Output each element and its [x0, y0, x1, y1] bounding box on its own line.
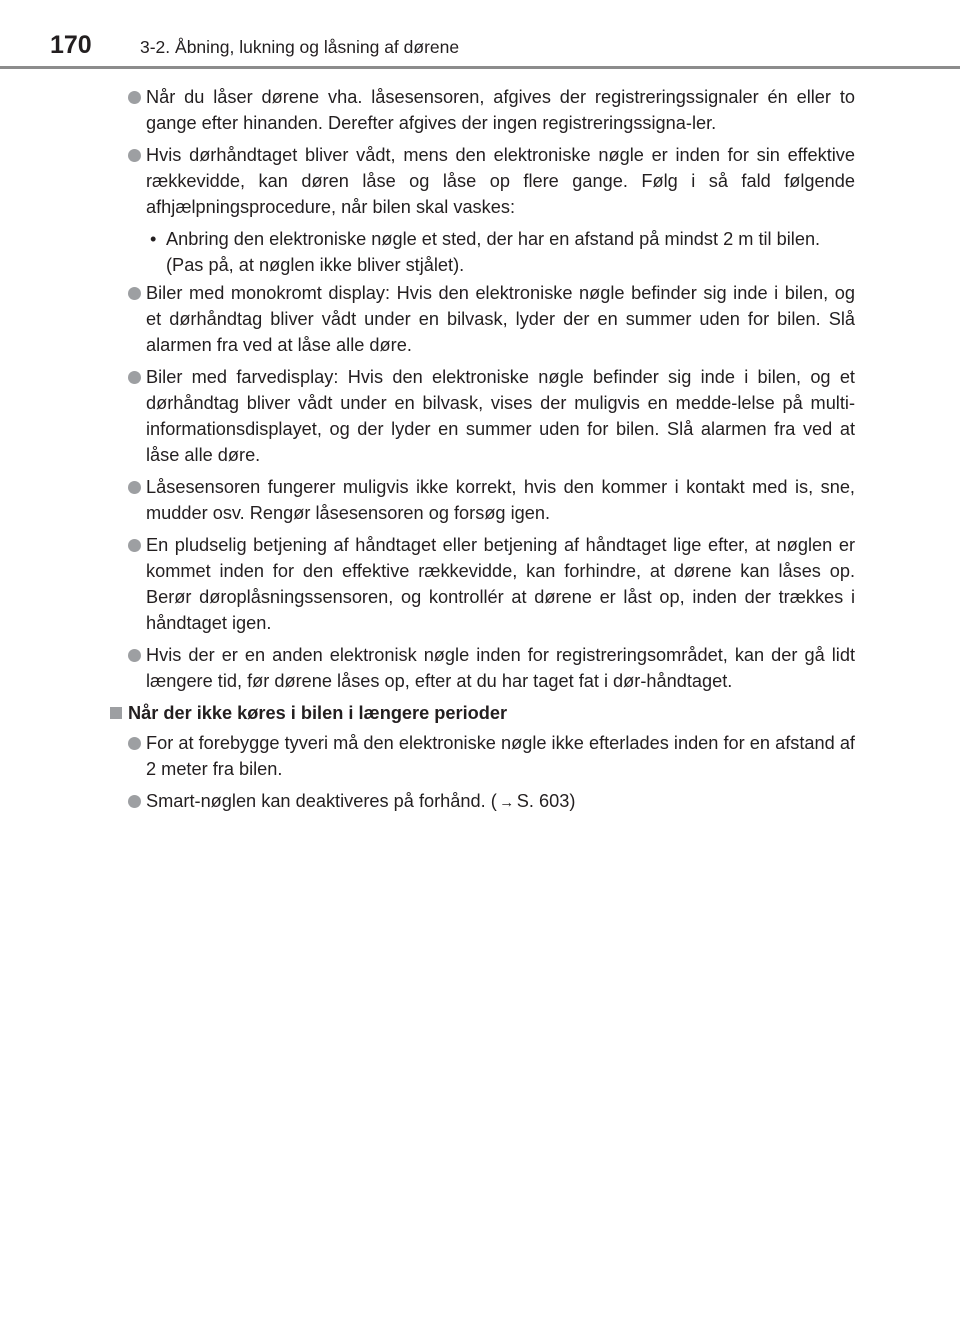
- page-content: [110, 84, 855, 822]
- list-item: [110, 280, 855, 358]
- section-square-icon: [110, 707, 122, 719]
- bullet-dot-icon: [128, 795, 141, 808]
- page-reference-link[interactable]: S. 603): [516, 791, 576, 811]
- list-item-text: Hvis dørhåndtaget bliver vådt, mens den elektroniske nøgle er inden for sin effektive rækkevidde, kan døren låse og låse op flere gange. Følg i så fald følgende afhjælpningsprocedure, når bilen skal vaskes:: [146, 145, 855, 217]
- list-item: [110, 642, 855, 694]
- arrow-right-icon: →: [499, 794, 515, 811]
- list-item: [110, 474, 855, 526]
- list-item-text: Når du låser dørene vha. låsesensoren, afgives der registreringssignaler én eller to gange efter hinanden. Derefter afgives der ingen registreringssigna-ler.: [146, 87, 855, 133]
- list-item: [110, 364, 855, 468]
- bullet-dot-icon: [128, 481, 141, 494]
- list-item: [110, 730, 855, 782]
- list-item: [110, 142, 855, 220]
- list-item-text: Smart-nøglen kan deaktiveres på forhånd. (: [146, 791, 497, 811]
- bullet-dot-icon: [128, 91, 141, 104]
- list-item: [110, 532, 855, 636]
- bullet-dot-icon: [128, 539, 141, 552]
- sub-list-item-text: Anbring den elektroniske nøgle et sted, der har en afstand på mindst 2 m til bilen. (Pas på, at nøglen ikke bliver stjålet).: [166, 229, 821, 275]
- list-item: [110, 84, 855, 136]
- list-item: [110, 788, 855, 816]
- bullet-dot-icon: [128, 649, 141, 662]
- bullet-dot-icon: [128, 287, 141, 300]
- page-header: [0, 0, 960, 72]
- sub-bullet: •: [150, 229, 157, 249]
- list-item-text: Biler med farvedisplay: Hvis den elektroniske nøgle befinder sig inde i bilen, og et dørhåndtag bliver vådt under en bilvask, vises der muligvis en medde-lelse på multi-informationsdisplayet, og der lyder en summer uden for bilen. Slå alarmen fra ved at låse alle døre.: [146, 367, 855, 465]
- list-item-text: En pludselig betjening af håndtaget eller betjening af håndtaget lige efter, at nøglen er kommet inden for den effektive rækkevidde, kan forhindre, at dørene kan låses op. Berør døroplåsningssensoren, og kontrollér at dørene er låst op, inden der trækkes i håndtaget igen.: [146, 535, 855, 633]
- header-rule: [0, 66, 960, 69]
- section-heading-text: Når der ikke køres i bilen i længere perioder: [128, 703, 508, 723]
- page-number: 170: [50, 31, 92, 59]
- list-item-text: Hvis der er en anden elektronisk nøgle inden for registreringsområdet, kan der gå lidt længere tid, før dørene låses op, efter at du har taget fat i dør-håndtaget.: [146, 645, 855, 691]
- list-item-text: Låsesensoren fungerer muligvis ikke korrekt, hvis den kommer i kontakt med is, sne, mudder osv. Rengør låsesensoren og forsøg igen.: [146, 477, 855, 523]
- bullet-dot-icon: [128, 371, 141, 384]
- bullet-dot-icon: [128, 737, 141, 750]
- chapter-title: 3-2. Åbning, lukning og låsning af dørene: [140, 37, 460, 57]
- section-heading: [110, 700, 855, 726]
- list-item-text: For at forebygge tyveri må den elektroniske nøgle ikke efterlades inden for en afstand af 2 meter fra bilen.: [146, 733, 855, 779]
- sub-list-item: [110, 226, 855, 278]
- bullet-dot-icon: [128, 149, 141, 162]
- list-item-text: Biler med monokromt display: Hvis den elektroniske nøgle befinder sig inde i bilen, og et dørhåndtag bliver vådt under en bilvask, lyder der en summer uden for bilen. Slå alarmen fra ved at låse alle døre.: [146, 283, 855, 355]
